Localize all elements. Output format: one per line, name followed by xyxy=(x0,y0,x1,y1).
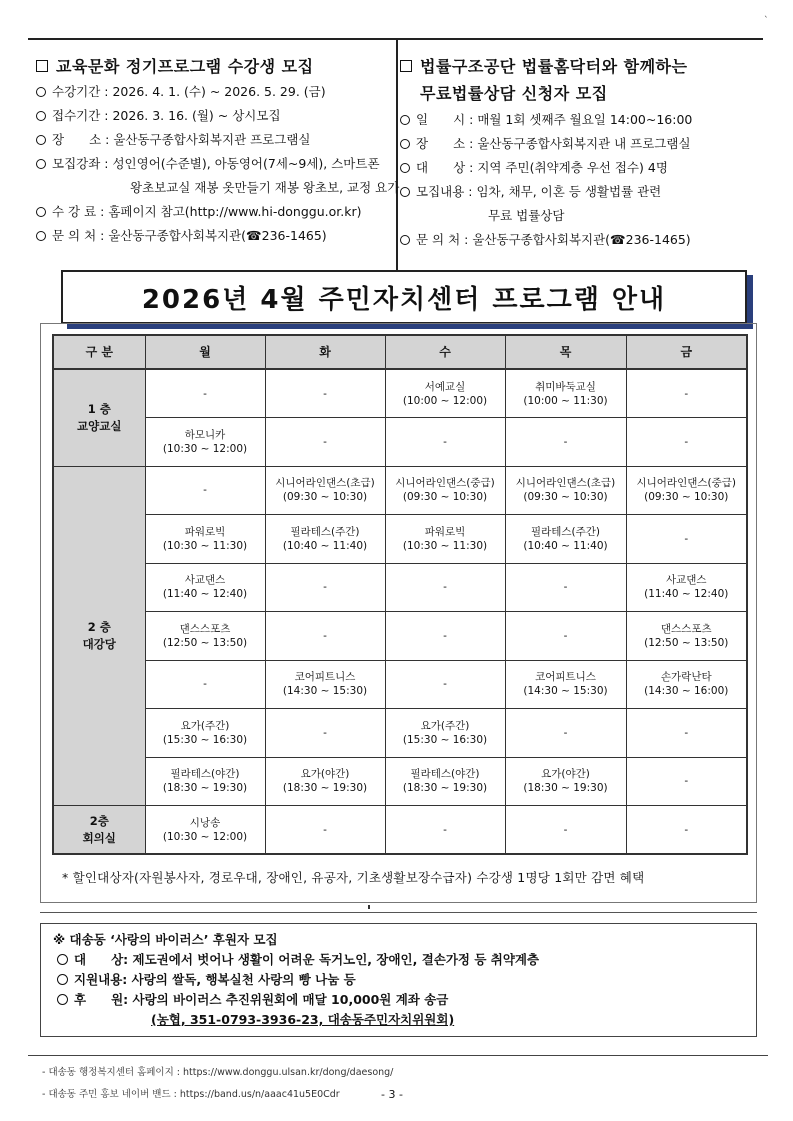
schedule-cell xyxy=(265,369,385,418)
schedule-cell xyxy=(145,612,265,661)
program-name: - xyxy=(323,435,327,448)
program-time: (15:30 ~ 16:30) xyxy=(162,733,248,746)
info-label: 수 강 료 : xyxy=(52,204,109,219)
program-time: (10:40 ~ 11:40) xyxy=(523,539,608,552)
program-name: - xyxy=(323,387,327,400)
info-label: 접수기간 : xyxy=(52,108,113,123)
program-name: - xyxy=(203,484,207,497)
info-row xyxy=(36,128,398,152)
footer-homepage: - 대송동 행정복지센터 홈페이지 : https://www.donggu.ulsan.kr/dong/daesong/ xyxy=(42,1067,394,1078)
circle-bullet-icon xyxy=(36,135,46,145)
schedule-cell xyxy=(385,612,505,661)
program-time: (10:30 ~ 12:00) xyxy=(162,830,248,843)
program-name: 댄스스포츠 xyxy=(660,622,712,635)
program-name: 코어피트니스 xyxy=(294,671,356,684)
program-name: - xyxy=(323,726,327,739)
program-name: 코어피트니스 xyxy=(535,671,596,684)
circle-bullet-icon xyxy=(36,159,46,169)
program-name: 요가(주간) xyxy=(180,719,230,732)
room-label xyxy=(53,466,145,806)
table-row xyxy=(53,369,747,418)
program-name: - xyxy=(684,726,689,739)
page-number: - 3 - xyxy=(381,1088,403,1101)
program-name: - xyxy=(443,823,447,836)
schedule-cell xyxy=(145,466,265,515)
program-name: - xyxy=(563,435,568,448)
checkbox-icon xyxy=(400,60,412,72)
schedule-cell xyxy=(385,466,505,515)
schedule-cell xyxy=(626,466,747,515)
room-name: 회의실 xyxy=(82,830,116,845)
donation-row xyxy=(53,950,756,970)
circle-bullet-icon xyxy=(36,207,46,217)
info-value: 성인영어(수준별), 아동영어(7세~9세), 스마트폰 xyxy=(112,156,380,171)
schedule-cell xyxy=(265,563,385,612)
info-value: 홈페이지 참고(http://www.hi-donggu.or.kr) xyxy=(108,204,362,219)
program-name: - xyxy=(684,387,689,400)
info-label: 문 의 처 : xyxy=(52,228,109,243)
content-continuation: 무료 법률상담 xyxy=(488,208,565,223)
program-time: (09:30 ~ 10:30) xyxy=(282,491,368,504)
info-label: 모집내용 : xyxy=(416,184,477,199)
legal-title-line2: 무료법률상담 신청자 모집 xyxy=(420,84,608,103)
program-name: - xyxy=(563,629,568,642)
circle-bullet-icon xyxy=(57,954,68,965)
program-time: (10:00 ~ 12:00) xyxy=(402,394,488,407)
center-tick xyxy=(368,905,370,909)
info-value: 매월 1회 셋째주 월요일 14:00~16:00 xyxy=(477,112,693,127)
table-row xyxy=(53,466,747,515)
program-name: 댄스스포츠 xyxy=(179,622,231,635)
room-label xyxy=(53,806,145,855)
program-time: (18:30 ~ 19:30) xyxy=(523,782,608,795)
legal-title xyxy=(400,54,762,80)
schedule-cell xyxy=(626,709,747,758)
announcement-section xyxy=(28,38,763,266)
bank-account: (농협, 351-0793-3936-23, 대송동주민자치위원회) xyxy=(151,1012,455,1027)
donation-label: 대 상: xyxy=(74,952,133,967)
program-time: (14:30 ~ 15:30) xyxy=(523,685,608,698)
header-category: 구 분 xyxy=(53,335,145,369)
table-row xyxy=(53,757,747,806)
info-row xyxy=(36,152,398,176)
program-name: 손가락난타 xyxy=(660,671,712,684)
program-name: - xyxy=(323,823,327,836)
program-name: 파워로빅 xyxy=(184,525,226,538)
program-time: (10:30 ~ 12:00) xyxy=(162,442,248,455)
program-time: (10:40 ~ 11:40) xyxy=(282,539,368,552)
program-time: (18:30 ~ 19:30) xyxy=(282,782,368,795)
schedule-cell xyxy=(505,515,626,564)
legal-title-line1: 법률구조공단 법률홈닥터와 함께하는 xyxy=(420,57,688,76)
circle-bullet-icon xyxy=(36,87,46,97)
program-name: 요가(주간) xyxy=(420,719,470,732)
program-time: (09:30 ~ 10:30) xyxy=(644,491,729,504)
program-name: 취미바둑교실 xyxy=(535,380,596,393)
circle-bullet-icon xyxy=(400,163,410,173)
info-label: 수강기간 : xyxy=(52,84,113,99)
schedule-cell xyxy=(385,757,505,806)
room-name: 교양교실 xyxy=(77,418,122,433)
discount-note: * 할인대상자(자원봉사자, 경로우대, 장애인, 유공자, 기초생활보장수급자) 수강생 1명당 1회만 감면 혜택 xyxy=(62,870,645,885)
program-name: 필라테스(주간) xyxy=(530,525,601,538)
table-row xyxy=(53,515,747,564)
program-name: - xyxy=(443,435,447,448)
footer-divider xyxy=(28,1055,768,1056)
program-name: 요가(야간) xyxy=(300,768,350,781)
program-name: 사교댄스 xyxy=(665,574,707,587)
info-row xyxy=(400,108,762,132)
education-title xyxy=(36,54,398,80)
corner-mark: ` xyxy=(764,16,769,26)
header-wednesday: 수 xyxy=(385,335,505,369)
room-floor: 2층 xyxy=(89,813,109,828)
table-header-row xyxy=(53,335,747,369)
header-monday: 월 xyxy=(145,335,265,369)
schedule-cell xyxy=(385,515,505,564)
schedule-cell xyxy=(505,709,626,758)
program-time: (10:30 ~ 11:30) xyxy=(402,539,488,552)
circle-bullet-icon xyxy=(36,231,46,241)
program-name: - xyxy=(563,823,568,836)
table-row xyxy=(53,806,747,855)
program-time: (12:50 ~ 13:50) xyxy=(644,636,729,649)
schedule-cell xyxy=(626,369,747,418)
program-name: - xyxy=(443,629,447,642)
program-name: - xyxy=(563,581,568,594)
donation-row xyxy=(53,970,756,990)
circle-bullet-icon xyxy=(57,994,68,1005)
donation-value: 사랑의 쌀독, 행복실천 사랑의 빵 나눔 등 xyxy=(131,972,356,987)
schedule-cell xyxy=(265,709,385,758)
schedule-table xyxy=(52,334,748,855)
schedule-cell xyxy=(265,418,385,467)
schedule-cell xyxy=(505,660,626,709)
circle-bullet-icon xyxy=(400,187,410,197)
room-floor: 2 층 xyxy=(87,619,111,634)
schedule-cell xyxy=(145,515,265,564)
info-value: 지역 주민(취약계층 우선 접수) 4명 xyxy=(477,160,668,175)
info-row xyxy=(36,80,398,104)
info-label: 모집강좌 : xyxy=(52,156,113,171)
education-recruitment-notice xyxy=(36,54,398,248)
schedule-cell xyxy=(626,806,747,855)
schedule-cell xyxy=(385,806,505,855)
program-time: (18:30 ~ 19:30) xyxy=(162,782,248,795)
program-time: (14:30 ~ 16:00) xyxy=(644,685,729,698)
donation-value: 제도권에서 벗어나 생활이 어려운 독거노인, 장애인, 결손가정 등 취약계층 xyxy=(132,952,540,967)
program-name: - xyxy=(443,581,447,594)
schedule-cell xyxy=(626,612,747,661)
info-label: 장 소 : xyxy=(416,136,478,151)
schedule-cell xyxy=(385,660,505,709)
schedule-cell xyxy=(505,418,626,467)
schedule-cell xyxy=(626,757,747,806)
program-name: 필라테스(주간) xyxy=(290,525,360,538)
program-name: - xyxy=(684,775,689,788)
schedule-cell xyxy=(145,660,265,709)
program-time: (15:30 ~ 16:30) xyxy=(402,733,488,746)
info-row xyxy=(36,200,398,224)
room-name: 대강당 xyxy=(82,636,116,651)
program-name: 시니어라인댄스(중급) xyxy=(636,477,736,490)
room-floor: 1 층 xyxy=(87,401,111,416)
schedule-cell xyxy=(145,418,265,467)
program-name: - xyxy=(563,726,568,739)
table-row xyxy=(53,418,747,467)
course-continuation: 왕초보교실 재봉 옷만들기 재봉 왕초보, 교정 요가 xyxy=(130,180,400,195)
schedule-cell xyxy=(505,466,626,515)
schedule-cell xyxy=(265,466,385,515)
schedule-cell xyxy=(265,806,385,855)
info-value: 임차, 채무, 이혼 등 생활법률 관련 xyxy=(476,184,662,199)
info-row xyxy=(400,156,762,180)
program-name: - xyxy=(203,387,207,400)
program-name: - xyxy=(323,629,327,642)
donation-row xyxy=(53,990,756,1010)
program-name: - xyxy=(684,532,689,545)
program-time: (10:30 ~ 11:30) xyxy=(162,539,248,552)
schedule-cell xyxy=(265,757,385,806)
program-time: (11:40 ~ 12:40) xyxy=(162,588,248,601)
schedule-cell xyxy=(626,660,747,709)
program-name: 파워로빅 xyxy=(424,525,466,538)
program-name: 서예교실 xyxy=(424,380,466,393)
info-row xyxy=(36,104,398,128)
program-name: 시낭송 xyxy=(189,816,221,829)
info-label: 문 의 처 : xyxy=(416,232,473,247)
circle-bullet-icon xyxy=(57,974,68,985)
info-row xyxy=(36,224,398,248)
donation-title: ※ 대송동 ‘사랑의 바이러스’ 후원자 모집 xyxy=(53,932,278,947)
program-name: 시니어라인댄스(중급) xyxy=(395,477,495,490)
header-tuesday: 화 xyxy=(265,335,385,369)
legal-consultation-notice xyxy=(400,54,762,252)
schedule-cell xyxy=(145,369,265,418)
schedule-cell xyxy=(385,418,505,467)
schedule-cell xyxy=(505,369,626,418)
circle-bullet-icon xyxy=(400,235,410,245)
schedule-cell xyxy=(626,418,747,467)
schedule-cell xyxy=(626,515,747,564)
program-time: (18:30 ~ 19:30) xyxy=(402,782,488,795)
program-name: 시니어라인댄스(초급) xyxy=(515,477,616,490)
checkbox-icon xyxy=(36,60,48,72)
program-time: (09:30 ~ 10:30) xyxy=(402,491,488,504)
program-time: (09:30 ~ 10:30) xyxy=(523,491,608,504)
schedule-cell xyxy=(385,563,505,612)
circle-bullet-icon xyxy=(36,111,46,121)
room-label xyxy=(53,369,145,466)
info-value: 울산동구종합사회복지관(☎236-1465) xyxy=(472,232,691,247)
circle-bullet-icon xyxy=(400,115,410,125)
program-name: - xyxy=(443,678,447,691)
program-name: - xyxy=(203,678,207,691)
program-name: - xyxy=(684,435,689,448)
schedule-cell xyxy=(385,369,505,418)
donation-label: 지원내용: xyxy=(74,972,132,987)
schedule-cell xyxy=(385,709,505,758)
schedule-cell xyxy=(145,563,265,612)
schedule-cell xyxy=(265,515,385,564)
program-name: 사교댄스 xyxy=(184,574,226,587)
table-row xyxy=(53,612,747,661)
info-row xyxy=(400,180,762,204)
info-label: 대 상 : xyxy=(416,160,478,175)
circle-bullet-icon xyxy=(400,139,410,149)
program-time: (12:50 ~ 13:50) xyxy=(162,636,248,649)
schedule-cell xyxy=(505,612,626,661)
table-row xyxy=(53,660,747,709)
info-label: 일 시 : xyxy=(416,112,478,127)
schedule-cell xyxy=(145,757,265,806)
schedule-cell xyxy=(145,709,265,758)
schedule-cell xyxy=(265,660,385,709)
table-row xyxy=(53,709,747,758)
header-friday: 금 xyxy=(626,335,747,369)
info-value: 울산동구종합사회복지관 프로그램실 xyxy=(113,132,311,147)
program-time: (14:30 ~ 15:30) xyxy=(282,685,368,698)
info-label: 장 소 : xyxy=(52,132,114,147)
section-divider xyxy=(40,912,757,913)
schedule-cell xyxy=(505,563,626,612)
program-name: 필라테스(야간) xyxy=(410,768,480,781)
program-name: 시니어라인댄스(초급) xyxy=(275,477,375,490)
schedule-cell xyxy=(265,612,385,661)
program-name: 필라테스(야간) xyxy=(170,768,240,781)
info-value: 2026. 3. 16. (월) ~ 상시모집 xyxy=(112,108,281,123)
info-value: 울산동구종합사회복지관 내 프로그램실 xyxy=(477,136,691,151)
schedule-cell xyxy=(145,806,265,855)
program-name: - xyxy=(684,823,689,836)
program-time: (11:40 ~ 12:40) xyxy=(644,588,729,601)
info-row xyxy=(400,228,762,252)
footer-band: - 대송동 주민 홍보 네이버 밴드 : https://band.us/n/aaac41u5E0Cdr xyxy=(42,1089,340,1100)
table-row xyxy=(53,563,747,612)
education-title-text: 교육문화 정기프로그램 수강생 모집 xyxy=(56,57,314,76)
donation-value: 사랑의 바이러스 추진위원회에 매달 10,000원 계좌 송금 xyxy=(132,992,449,1007)
program-time: (10:00 ~ 11:30) xyxy=(523,394,608,407)
schedule-cell xyxy=(505,806,626,855)
page-title: 2026년 4월 주민자치센터 프로그램 안내 xyxy=(61,270,747,324)
schedule-cell xyxy=(626,563,747,612)
schedule-cell xyxy=(505,757,626,806)
info-row xyxy=(400,132,762,156)
program-name: 하모니카 xyxy=(184,428,226,441)
donation-label: 후 원: xyxy=(74,992,133,1007)
donation-box xyxy=(40,923,757,1037)
header-thursday: 목 xyxy=(505,335,626,369)
program-name: 요가(야간) xyxy=(541,768,590,781)
info-value: 울산동구종합사회복지관(☎236-1465) xyxy=(108,228,327,243)
info-value: 2026. 4. 1. (수) ~ 2026. 5. 29. (금) xyxy=(112,84,326,99)
program-name: - xyxy=(323,581,327,594)
